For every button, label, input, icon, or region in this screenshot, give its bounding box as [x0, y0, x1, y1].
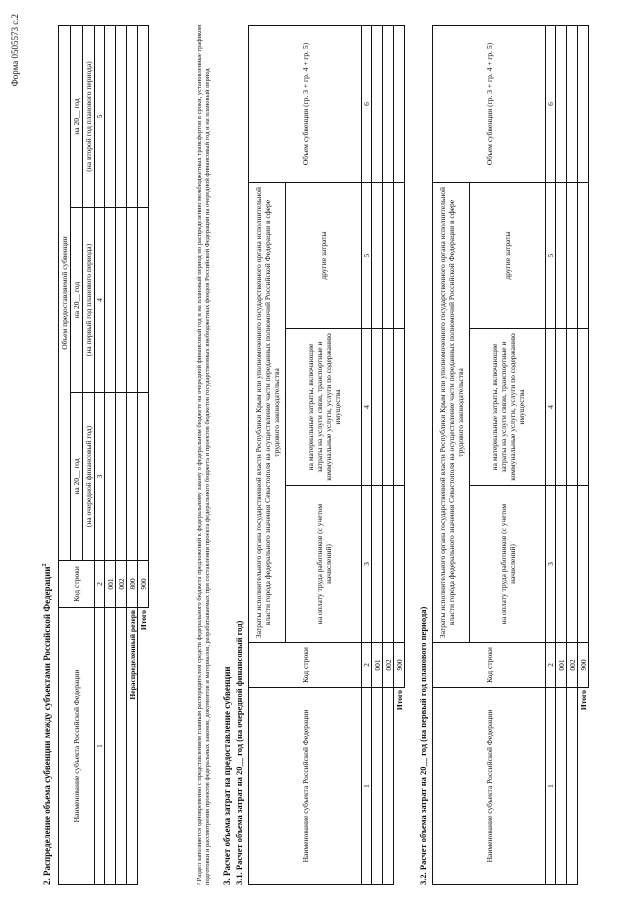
s31-header-costs: Затраты исполнительного органа государственной власти Республики Крым или уполномоченного государственного органа исполнительной власти города федерального значения Севастополя на осуществление части переданных полномочий Российской Федерации в сфере трудового законодательства [249, 183, 286, 643]
s31-num-4: 4 [362, 329, 372, 486]
s2-total-name: Итого [138, 608, 149, 885]
s31-total-c5[interactable] [394, 183, 405, 329]
table-row [116, 26, 127, 885]
s32-row2-c4[interactable] [567, 329, 578, 486]
section3-2-table [432, 25, 589, 885]
s32-header-labor: на оплату труда работников (с учетом начислений) [470, 486, 546, 643]
s31-row1-c4[interactable] [372, 329, 383, 486]
section2-footnote: ² Раздел заполняется одновременно с представлением главным распорядителем средств федерального бюджета предложений к федеральному закону о федеральном бюджете на очередной финансовый год и на плановый период по распределению межбюджетных трансфертов в сроки, установленные графиком подготовки и рассмотрения проектов федеральных законов, документов и материалов, разрабатываемых при составлении проекта федерального бюджета и проектов бюджетов государственных внебюджетных фондов Российской Федерации на очередной финансовый год и на плановый период [196, 25, 211, 885]
s32-total-name: Итого [578, 688, 589, 885]
s32-num-3: 3 [546, 486, 556, 643]
s2-header-name: Наименование субъекта Российской Федерации [59, 608, 95, 885]
s2-num-2: 2 [95, 561, 105, 608]
s2-num-1: 1 [95, 608, 105, 885]
s32-row2-c3[interactable] [567, 486, 578, 643]
s2-total-y1[interactable] [138, 393, 149, 561]
table-row [567, 26, 578, 885]
s2-row1-code: 001 [105, 561, 116, 608]
s32-header-costs: Затраты исполнительного органа государственной власти Республики Крым или уполномоченного государственного органа исполнительной власти города федерального значения Севастополя на осуществление части переданных полномочий Российской Федерации в сфере трудового законодательства [433, 183, 470, 643]
s31-header-total: Объем субвенции (гр. 3 + гр. 4 + гр. 5) [249, 26, 362, 183]
s32-row1-c5[interactable] [556, 183, 567, 329]
s31-num-5: 5 [362, 183, 372, 329]
s2-row1-name[interactable] [105, 608, 116, 885]
s32-num-4: 4 [546, 329, 556, 486]
s32-row1-name[interactable] [556, 688, 567, 885]
s2-header-code: Код строки [59, 561, 95, 608]
section2-title: 2. Распределение объема субвенции между субъектами Российской Федерации$^2$ [42, 563, 52, 885]
s32-row2-name[interactable] [567, 688, 578, 885]
s32-row1-c3[interactable] [556, 486, 567, 643]
s32-num-6: 6 [546, 26, 556, 183]
s32-header-other: другие затраты [470, 183, 546, 329]
s32-row1-c4[interactable] [556, 329, 567, 486]
s2-num-4: 4 [95, 208, 105, 393]
s2-total-y3[interactable] [138, 26, 149, 208]
s32-total-code: 900 [578, 643, 589, 688]
s32-row2-c5[interactable] [567, 183, 578, 329]
s2-row2-y3[interactable] [116, 26, 127, 208]
s2-header-y2-note: (на первый год планового периода) [83, 208, 95, 393]
s31-row2-c6[interactable] [383, 26, 394, 183]
s2-header-y3: на 20__ год [71, 26, 83, 208]
s2-row2-code: 002 [116, 561, 127, 608]
s32-total-c3[interactable] [578, 486, 589, 643]
s32-header-material: на материальные затраты, включающие затраты на услуги связи, транспортные и коммунальные услуги, услуги по содержанию имущества [470, 329, 546, 486]
table-row [383, 26, 394, 885]
s31-row2-c4[interactable] [383, 329, 394, 486]
section3-title: 3. Расчет объема затрат на предоставление субвенции [222, 666, 232, 885]
s31-total-c6[interactable] [394, 26, 405, 183]
s2-header-y1-note: (на очередной финансовый год) [83, 393, 95, 561]
table-row [394, 26, 405, 885]
s31-row1-c5[interactable] [372, 183, 383, 329]
table-row [138, 26, 149, 885]
section3-1-title: 3.1. Расчет объема затрат на 20__ год (на очередной финансовый год) [234, 620, 244, 885]
s31-header-other: другие затраты [286, 183, 362, 329]
s31-row2-code: 002 [383, 643, 394, 688]
s32-row1-code: 001 [556, 643, 567, 688]
s31-header-labor: на оплату труда работников (с учетом начислений) [286, 486, 362, 643]
s2-row1-y2[interactable] [105, 208, 116, 393]
table-row [556, 26, 567, 885]
s31-header-code: Код строки [249, 643, 362, 688]
s2-row1-y1[interactable] [105, 393, 116, 561]
s32-header-total: Объем субвенции (гр. 3 + гр. 4 + гр. 5) [433, 26, 546, 183]
s2-total-code: 900 [138, 561, 149, 608]
s2-header-y1: на 20__ год [71, 393, 83, 561]
s2-row2-y2[interactable] [116, 208, 127, 393]
s31-num-2: 2 [362, 643, 372, 688]
s32-header-code: Код строки [433, 643, 546, 688]
s2-num-3: 3 [95, 393, 105, 561]
s2-row3-y2[interactable] [127, 208, 138, 393]
s32-num-1: 1 [546, 688, 556, 885]
s31-row2-c5[interactable] [383, 183, 394, 329]
form-label: Форма 0505573 с.2 [10, 14, 20, 87]
s32-num-2: 2 [546, 643, 556, 688]
s2-row2-y1[interactable] [116, 393, 127, 561]
s2-row3-y1[interactable] [127, 393, 138, 561]
s31-total-name: Итого [394, 688, 405, 885]
s32-total-c5[interactable] [578, 183, 589, 329]
table-row [578, 26, 589, 885]
s32-row1-c6[interactable] [556, 26, 567, 183]
s31-row1-c6[interactable] [372, 26, 383, 183]
s31-total-c3[interactable] [394, 486, 405, 643]
s2-row1-y3[interactable] [105, 26, 116, 208]
section3-2-title: 3.2. Расчет объема затрат на 20__ год (на первый год планового периода) [418, 606, 428, 885]
s2-total-y2[interactable] [138, 208, 149, 393]
s2-header-volume: Объем предоставляемой субвенции [59, 26, 71, 561]
s32-total-c4[interactable] [578, 329, 589, 486]
s31-num-1: 1 [362, 688, 372, 885]
s32-row2-c6[interactable] [567, 26, 578, 183]
s32-row2-code: 002 [567, 643, 578, 688]
s2-row3-code: 800 [127, 561, 138, 608]
s2-row3-y3[interactable] [127, 26, 138, 208]
s31-num-3: 3 [362, 486, 372, 643]
table-row [372, 26, 383, 885]
s32-num-5: 5 [546, 183, 556, 329]
s31-row2-c3[interactable] [383, 486, 394, 643]
s31-row2-name[interactable] [383, 688, 394, 885]
s2-row3-name: Нераспределенный резерв [127, 608, 138, 885]
s2-header-y2: на 20__ год [71, 208, 83, 393]
s31-num-6: 6 [362, 26, 372, 183]
s32-total-c6[interactable] [578, 26, 589, 183]
s2-num-5: 5 [95, 26, 105, 208]
s31-header-name: Наименование субъекта Российской Федерации [249, 688, 362, 885]
s31-header-material: на материальные затраты, включающие затраты на услуги связи, транспортные и коммунальные услуги, услуги по содержанию имущества [286, 329, 362, 486]
s2-header-y3-note: (на второй год планового периода) [83, 26, 95, 208]
s31-total-c4[interactable] [394, 329, 405, 486]
s31-row1-name[interactable] [372, 688, 383, 885]
s31-row1-code: 001 [372, 643, 383, 688]
s31-row1-c3[interactable] [372, 486, 383, 643]
s32-header-name: Наименование субъекта Российской Федерации [433, 688, 546, 885]
table-row [105, 26, 116, 885]
section3-1-table [248, 25, 405, 885]
section2-table [58, 25, 149, 885]
s31-total-code: 900 [394, 643, 405, 688]
s2-row2-name[interactable] [116, 608, 127, 885]
table-row [127, 26, 138, 885]
